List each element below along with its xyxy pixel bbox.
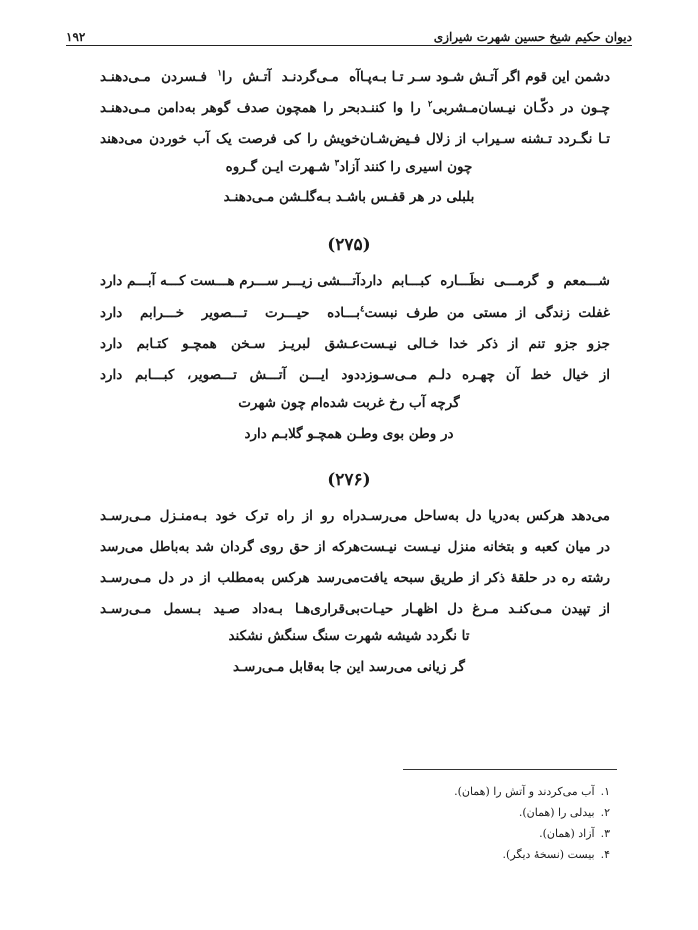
footnote: [519, 806, 610, 824]
footnote: [454, 785, 610, 803]
first-hemistich: می‌دهد هرکس به‌دریا دل به‌ساحل می‌رسـد: [359, 508, 610, 524]
page-number: ۱۹۲: [66, 30, 86, 44]
footnote-ref: ٤: [359, 304, 365, 315]
first-hemistich: دشمن این قوم اگر آتـش شـود سـر تـا بـه‌پـا: [359, 69, 610, 85]
second-hemistich: می‌رسد هرکس به‌مطلب از در دل مـی‌رسـد: [100, 570, 360, 586]
couplet: [100, 597, 610, 621]
hemistich-text: فـسردن مـی‌دهنـد: [100, 69, 207, 85]
couplet: [100, 96, 610, 120]
closing-line: گرچه آب رخ غربت شده‌ام چون شهرت: [238, 395, 460, 411]
second-hemistich: آتـــشی زیـــر ســـرم هـــست کـــه آبـــم دارد: [100, 273, 360, 289]
couplet: [100, 504, 610, 528]
first-hemistich: شـــمعم و گرمـــی نظَـــاره کبـــابم دارد: [359, 273, 610, 289]
second-hemistich: عـشق لبریـز سـخن همچـو کتـابم دارد: [100, 336, 360, 352]
footnote-mark: ۱.: [600, 785, 610, 798]
hemistich-text: آه مـی‌گردنـد آتـش را: [221, 69, 360, 85]
second-hemistich: [100, 69, 360, 85]
second-hemistich: بـــاده حیـــرت تـــصویر خـــرابم دارد: [100, 305, 360, 321]
header-rule: [66, 45, 632, 46]
first-hemistich: [360, 305, 610, 321]
couplet: [100, 127, 610, 151]
running-head: [66, 22, 632, 44]
footnote-mark: ۴.: [600, 848, 610, 861]
closing-line: [0, 159, 698, 183]
hemistich-text: را وا کننـد: [359, 100, 421, 116]
couplet: [100, 566, 610, 590]
first-hemistich: از خیال خط آن چهـره دلـم مـی‌سـوزد: [359, 367, 610, 383]
book-title: دیوان حکیم شیخ حسین شهرت شیرازی: [433, 30, 632, 44]
footnote-text: بیدلی را (همان).: [518, 806, 595, 819]
first-hemistich: جزو جزو تنم از ذکر خدا خـالی نیـست: [359, 336, 610, 352]
footnote-ref: ۲: [427, 99, 433, 110]
closing-line: تا نگردد شیشه شهرت سنگ سنگش نشکند: [228, 628, 470, 644]
second-hemistich: خویش را کی فرصت یک آب خوردن می‌دهند: [100, 131, 360, 147]
footnote-text: آب می‌کردند و آتش را (همان).: [454, 785, 595, 798]
second-hemistich: هرکه از حق روی گردان شد به‌باطل می‌رسد: [100, 539, 360, 555]
footnote-ref: ۳: [334, 158, 340, 169]
footnote-mark: ۳.: [600, 827, 610, 840]
closing-line: در وطن بوی وطـن همچـو گلابـم دارد: [244, 426, 454, 442]
footnote-rule: [403, 769, 617, 770]
closing-line: گر زیانی می‌رسد این جا به‌قابل مـی‌رسـد: [233, 659, 465, 675]
first-hemistich: [360, 100, 610, 116]
footnote-ref: ۱: [217, 68, 222, 79]
couplet: [100, 332, 610, 356]
couplet: [100, 269, 610, 293]
couplet: [100, 301, 610, 325]
closing-text: چون اسیری را کنند آزاد: [339, 159, 473, 175]
poem-number: (۲۷۵): [327, 235, 371, 255]
second-hemistich: راه رو از راه ترک خود بـه‌منـزل مـی‌رسـد: [100, 508, 360, 524]
footnote-text: بیست (نسخهٔ دیگر).: [502, 848, 595, 861]
closing-text: شـهرت ایـن گـروه: [225, 159, 330, 175]
couplet: [100, 363, 610, 387]
first-hemistich: از تپیدن مـی‌کنـد مـرغ دل اظهـار حیـات: [359, 601, 610, 617]
footnote-text: آزاد (همان).: [539, 827, 595, 840]
first-hemistich: رشته ره در حلقهٔ ذکر از طریق سبحه یافت: [359, 570, 610, 586]
footnote: [503, 848, 610, 866]
couplet: [100, 65, 610, 89]
hemistich-text: غفلت زندگی از مستی من طرف نبست: [364, 305, 610, 321]
closing-line: بلبلی در هر قفـس باشـد بـه‌گلـشن مـی‌دهنـد: [223, 189, 475, 205]
footnote: [539, 827, 610, 845]
footnote-mark: ۲.: [600, 806, 610, 819]
second-hemistich: بحر را همچون صدف گوهر به‌دامن مـی‌دهنـد: [100, 100, 360, 116]
poem-number: (۲۷۶): [327, 470, 371, 490]
first-hemistich: در میان کعبه و بتخانه منزل نیـست نیـست: [359, 539, 610, 555]
first-hemistich: تـا نگـردد تـشنه سـیراب از زلال فـیض‌شـان: [359, 131, 610, 147]
second-hemistich: دود ایـــن آتـــش تـــصویر، کبـــابم دارد: [100, 367, 360, 383]
hemistich-text: چـون در دکّـان نیـسان‌مـشربی: [432, 100, 610, 116]
second-hemistich: بی‌قراری‌هـا بـه‌داد صـید بـسمل مـی‌رسـد: [100, 601, 360, 617]
couplet: [100, 535, 610, 559]
